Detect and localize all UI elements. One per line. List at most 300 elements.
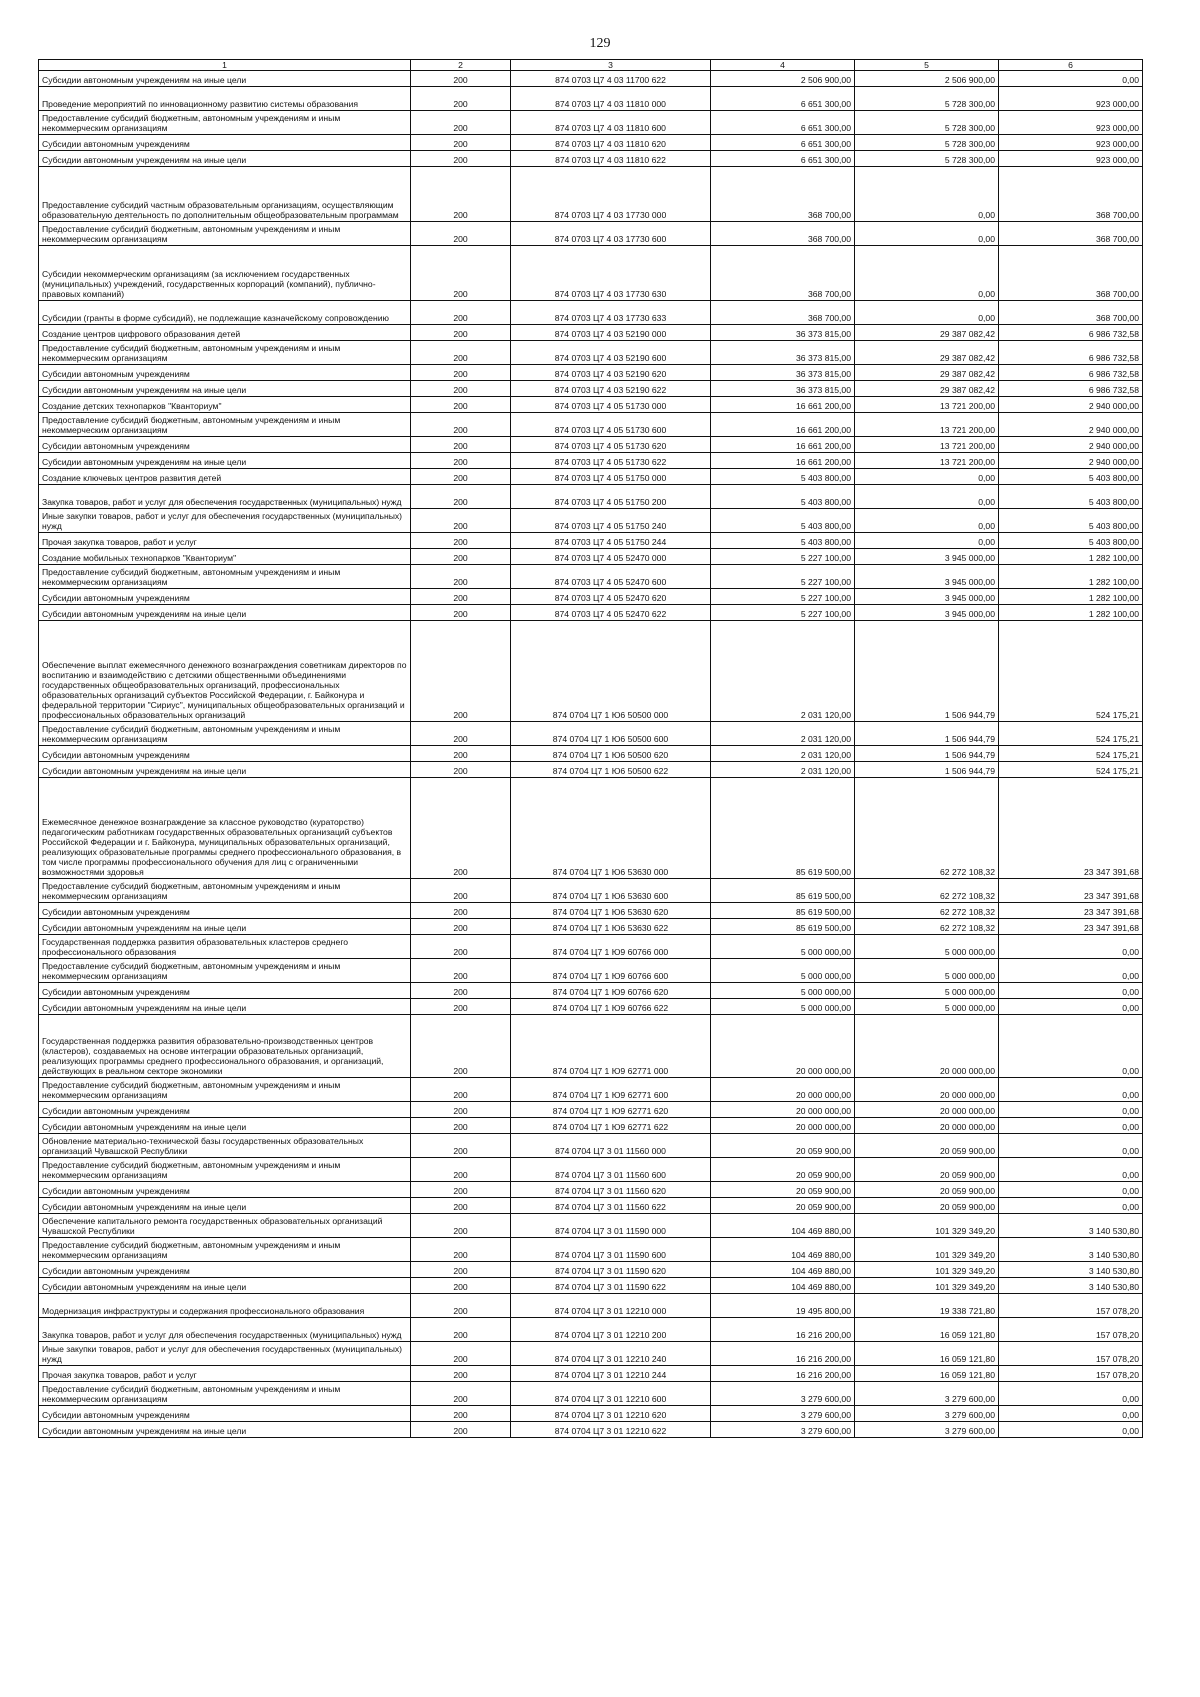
- row-col2: 200: [411, 919, 511, 935]
- row-value-col4: 16 216 200,00: [711, 1342, 855, 1366]
- row-col2: 200: [411, 1198, 511, 1214]
- row-name: Предоставление субсидий бюджетным, автономным учреждениям и иным некоммерческим организациям: [39, 111, 411, 135]
- row-name: Проведение мероприятий по инновационному развитию системы образования: [39, 87, 411, 111]
- row-value-col5: 0,00: [855, 222, 999, 246]
- row-value-col4: 20 000 000,00: [711, 1118, 855, 1134]
- table-row: [39, 959, 1143, 983]
- table-row: [39, 1262, 1143, 1278]
- row-name: Предоставление субсидий бюджетным, автономным учреждениям и иным некоммерческим организациям: [39, 1382, 411, 1406]
- table-header: [39, 60, 1143, 71]
- row-name: Предоставление субсидий бюджетным, автономным учреждениям и иным некоммерческим организациям: [39, 879, 411, 903]
- row-value-col4: 19 495 800,00: [711, 1294, 855, 1318]
- row-code: 874 0703 Ц7 4 03 17730 633: [511, 301, 711, 325]
- row-value-col5: 5 000 000,00: [855, 983, 999, 999]
- row-col2: 200: [411, 485, 511, 509]
- column-header: 6: [999, 60, 1143, 71]
- row-value-col6: 6 986 732,58: [999, 341, 1143, 365]
- row-col2: 200: [411, 1102, 511, 1118]
- table-row: [39, 1422, 1143, 1438]
- row-code: 874 0704 Ц7 3 01 12210 240: [511, 1342, 711, 1366]
- row-col2: 200: [411, 1318, 511, 1342]
- table-row: [39, 762, 1143, 778]
- row-col2: 200: [411, 762, 511, 778]
- row-name: Обновление материально-технической базы государственных образовательных организаций Чувашской Республики: [39, 1134, 411, 1158]
- row-value-col4: 20 000 000,00: [711, 1102, 855, 1118]
- row-name: Субсидии автономным учреждениям на иные цели: [39, 71, 411, 87]
- row-value-col4: 36 373 815,00: [711, 381, 855, 397]
- row-code: 874 0703 Ц7 4 05 51730 620: [511, 437, 711, 453]
- row-col2: 200: [411, 1182, 511, 1198]
- row-value-col6: 1 282 100,00: [999, 605, 1143, 621]
- table-row: [39, 365, 1143, 381]
- row-code: 874 0703 Ц7 4 05 51730 600: [511, 413, 711, 437]
- row-code: 874 0703 Ц7 4 03 11810 622: [511, 151, 711, 167]
- row-code: 874 0704 Ц7 3 01 12210 200: [511, 1318, 711, 1342]
- row-col2: 200: [411, 1278, 511, 1294]
- row-value-col6: 0,00: [999, 1406, 1143, 1422]
- row-value-col6: 23 347 391,68: [999, 903, 1143, 919]
- row-value-col5: 20 000 000,00: [855, 1118, 999, 1134]
- table-row: [39, 301, 1143, 325]
- row-code: 874 0703 Ц7 4 05 51750 244: [511, 533, 711, 549]
- row-name: Модернизация инфраструктуры и содержания профессионального образования: [39, 1294, 411, 1318]
- table-row: [39, 605, 1143, 621]
- row-value-col4: 6 651 300,00: [711, 87, 855, 111]
- row-value-col4: 5 000 000,00: [711, 983, 855, 999]
- table-row: [39, 111, 1143, 135]
- table-row: [39, 1214, 1143, 1238]
- row-value-col4: 5 000 000,00: [711, 935, 855, 959]
- table-row: [39, 1118, 1143, 1134]
- row-code: 874 0704 Ц7 1 Ю6 50500 600: [511, 722, 711, 746]
- row-col2: 200: [411, 1294, 511, 1318]
- row-code: 874 0704 Ц7 1 Ю6 50500 622: [511, 762, 711, 778]
- row-value-col6: 0,00: [999, 935, 1143, 959]
- row-col2: 200: [411, 1422, 511, 1438]
- table-row: [39, 533, 1143, 549]
- row-value-col4: 104 469 880,00: [711, 1214, 855, 1238]
- table-row: [39, 485, 1143, 509]
- table-row: [39, 151, 1143, 167]
- row-value-col5: 5 728 300,00: [855, 111, 999, 135]
- row-value-col6: 923 000,00: [999, 111, 1143, 135]
- row-value-col6: 923 000,00: [999, 151, 1143, 167]
- row-value-col6: 3 140 530,80: [999, 1278, 1143, 1294]
- row-value-col5: 20 000 000,00: [855, 1078, 999, 1102]
- row-col2: 200: [411, 722, 511, 746]
- row-value-col4: 2 031 120,00: [711, 722, 855, 746]
- row-value-col5: 13 721 200,00: [855, 453, 999, 469]
- row-code: 874 0704 Ц7 3 01 12210 622: [511, 1422, 711, 1438]
- row-value-col5: 101 329 349,20: [855, 1278, 999, 1294]
- row-value-col6: 2 940 000,00: [999, 413, 1143, 437]
- row-value-col5: 5 728 300,00: [855, 151, 999, 167]
- row-col2: 200: [411, 167, 511, 222]
- row-name: Создание центров цифрового образования детей: [39, 325, 411, 341]
- row-value-col6: 0,00: [999, 1102, 1143, 1118]
- row-name: Обеспечение выплат ежемесячного денежного вознаграждения советникам директоров по воспитанию и взаимодействию с детскими общественными объединениями государственных общеобразовательных организаций, профессиональных образовательных организаций субъектов Российской Федерации, г. Байконура и федеральной территории "Сириус", муниципальных общеобразовательных организаций и профессиональных образовательных организаций: [39, 621, 411, 722]
- row-col2: 200: [411, 1015, 511, 1078]
- row-code: 874 0703 Ц7 4 05 52470 600: [511, 565, 711, 589]
- row-code: 874 0704 Ц7 1 Ю9 60766 620: [511, 983, 711, 999]
- table-row: [39, 167, 1143, 222]
- row-name: Предоставление субсидий бюджетным, автономным учреждениям и иным некоммерческим организациям: [39, 1158, 411, 1182]
- row-col2: 200: [411, 1118, 511, 1134]
- row-value-col4: 85 619 500,00: [711, 903, 855, 919]
- table-row: [39, 722, 1143, 746]
- row-value-col4: 16 661 200,00: [711, 437, 855, 453]
- row-col2: 200: [411, 453, 511, 469]
- row-name: Субсидии некоммерческим организациям (за исключением государственных (муниципальных) учреждений, государственных корпораций (компаний), публично-правовых компаний): [39, 246, 411, 301]
- row-value-col6: 368 700,00: [999, 222, 1143, 246]
- row-name: Субсидии автономным учреждениям: [39, 135, 411, 151]
- row-value-col6: 524 175,21: [999, 762, 1143, 778]
- row-code: 874 0703 Ц7 4 05 51730 622: [511, 453, 711, 469]
- row-value-col4: 5 403 800,00: [711, 509, 855, 533]
- row-col2: 200: [411, 365, 511, 381]
- row-value-col4: 368 700,00: [711, 222, 855, 246]
- row-name: Государственная поддержка развития образовательных кластеров среднего профессионального образования: [39, 935, 411, 959]
- row-value-col6: 0,00: [999, 1182, 1143, 1198]
- row-code: 874 0704 Ц7 1 Ю6 53630 622: [511, 919, 711, 935]
- row-code: 874 0704 Ц7 3 01 11560 620: [511, 1182, 711, 1198]
- table-row: [39, 1182, 1143, 1198]
- row-code: 874 0704 Ц7 1 Ю6 50500 000: [511, 621, 711, 722]
- row-value-col4: 6 651 300,00: [711, 111, 855, 135]
- row-code: 874 0704 Ц7 1 Ю6 50500 620: [511, 746, 711, 762]
- row-col2: 200: [411, 469, 511, 485]
- table-row: [39, 1158, 1143, 1182]
- row-value-col5: 3 945 000,00: [855, 565, 999, 589]
- table-row: [39, 1294, 1143, 1318]
- row-name: Иные закупки товаров, работ и услуг для обеспечения государственных (муниципальных) нужд: [39, 509, 411, 533]
- row-name: Прочая закупка товаров, работ и услуг: [39, 1366, 411, 1382]
- row-value-col6: 524 175,21: [999, 621, 1143, 722]
- column-header: 2: [411, 60, 511, 71]
- row-name: Субсидии автономным учреждениям: [39, 589, 411, 605]
- table-row: [39, 1318, 1143, 1342]
- row-code: 874 0704 Ц7 3 01 12210 244: [511, 1366, 711, 1382]
- row-name: Субсидии автономным учреждениям на иные цели: [39, 605, 411, 621]
- row-value-col4: 368 700,00: [711, 167, 855, 222]
- row-value-col5: 3 945 000,00: [855, 549, 999, 565]
- row-name: Субсидии автономным учреждениям: [39, 903, 411, 919]
- row-code: 874 0704 Ц7 1 Ю9 60766 622: [511, 999, 711, 1015]
- row-value-col4: 3 279 600,00: [711, 1422, 855, 1438]
- row-code: 874 0704 Ц7 1 Ю9 62771 622: [511, 1118, 711, 1134]
- row-code: 874 0703 Ц7 4 05 51750 240: [511, 509, 711, 533]
- column-header: 1: [39, 60, 411, 71]
- table-row: [39, 341, 1143, 365]
- table-row: [39, 746, 1143, 762]
- row-name: Предоставление субсидий бюджетным, автономным учреждениям и иным некоммерческим организациям: [39, 565, 411, 589]
- row-code: 874 0704 Ц7 3 01 12210 620: [511, 1406, 711, 1422]
- table-row: [39, 71, 1143, 87]
- row-value-col6: 157 078,20: [999, 1366, 1143, 1382]
- row-col2: 200: [411, 437, 511, 453]
- row-value-col5: 0,00: [855, 301, 999, 325]
- row-col2: 200: [411, 1382, 511, 1406]
- table-row: [39, 1366, 1143, 1382]
- row-col2: 200: [411, 1262, 511, 1278]
- row-name: Предоставление субсидий бюджетным, автономным учреждениям и иным некоммерческим организациям: [39, 341, 411, 365]
- row-col2: 200: [411, 778, 511, 879]
- row-code: 874 0703 Ц7 4 05 51750 200: [511, 485, 711, 509]
- row-value-col6: 23 347 391,68: [999, 778, 1143, 879]
- row-value-col4: 36 373 815,00: [711, 341, 855, 365]
- row-value-col5: 29 387 082,42: [855, 325, 999, 341]
- row-name: Субсидии автономным учреждениям: [39, 746, 411, 762]
- row-value-col5: 16 059 121,80: [855, 1366, 999, 1382]
- row-name: Субсидии автономным учреждениям на иные цели: [39, 762, 411, 778]
- row-name: Субсидии автономным учреждениям: [39, 1406, 411, 1422]
- row-value-col5: 16 059 121,80: [855, 1318, 999, 1342]
- row-value-col5: 13 721 200,00: [855, 437, 999, 453]
- row-value-col6: 157 078,20: [999, 1318, 1143, 1342]
- row-code: 874 0703 Ц7 4 05 51730 000: [511, 397, 711, 413]
- row-value-col6: 157 078,20: [999, 1342, 1143, 1366]
- row-code: 874 0704 Ц7 3 01 11560 622: [511, 1198, 711, 1214]
- row-col2: 200: [411, 879, 511, 903]
- row-value-col5: 0,00: [855, 469, 999, 485]
- row-col2: 200: [411, 999, 511, 1015]
- row-value-col6: 0,00: [999, 71, 1143, 87]
- row-code: 874 0704 Ц7 1 Ю9 60766 000: [511, 935, 711, 959]
- row-name: Субсидии автономным учреждениям на иные цели: [39, 381, 411, 397]
- row-value-col6: 23 347 391,68: [999, 919, 1143, 935]
- row-value-col4: 5 403 800,00: [711, 469, 855, 485]
- row-value-col4: 20 059 900,00: [711, 1158, 855, 1182]
- row-col2: 200: [411, 1366, 511, 1382]
- row-code: 874 0704 Ц7 3 01 11590 600: [511, 1238, 711, 1262]
- column-header: 4: [711, 60, 855, 71]
- row-value-col4: 20 059 900,00: [711, 1198, 855, 1214]
- row-value-col4: 6 651 300,00: [711, 135, 855, 151]
- row-value-col6: 0,00: [999, 959, 1143, 983]
- row-value-col5: 0,00: [855, 485, 999, 509]
- row-value-col6: 6 986 732,58: [999, 381, 1143, 397]
- row-value-col6: 6 986 732,58: [999, 365, 1143, 381]
- row-name: Субсидии автономным учреждениям: [39, 1262, 411, 1278]
- row-name: Предоставление субсидий бюджетным, автономным учреждениям и иным некоммерческим организациям: [39, 1078, 411, 1102]
- table-row: [39, 135, 1143, 151]
- row-value-col4: 2 506 900,00: [711, 71, 855, 87]
- row-code: 874 0703 Ц7 4 03 52190 622: [511, 381, 711, 397]
- row-value-col5: 62 272 108,32: [855, 778, 999, 879]
- table-row: [39, 1078, 1143, 1102]
- row-code: 874 0704 Ц7 3 01 11560 600: [511, 1158, 711, 1182]
- row-col2: 200: [411, 397, 511, 413]
- row-col2: 200: [411, 983, 511, 999]
- row-name: Субсидии автономным учреждениям: [39, 1182, 411, 1198]
- row-code: 874 0703 Ц7 4 03 52190 600: [511, 341, 711, 365]
- row-col2: 200: [411, 381, 511, 397]
- row-value-col6: 524 175,21: [999, 746, 1143, 762]
- row-value-col6: 1 282 100,00: [999, 565, 1143, 589]
- row-value-col5: 101 329 349,20: [855, 1214, 999, 1238]
- table-row: [39, 621, 1143, 722]
- row-col2: 200: [411, 1078, 511, 1102]
- row-value-col6: 3 140 530,80: [999, 1238, 1143, 1262]
- row-value-col4: 6 651 300,00: [711, 151, 855, 167]
- row-value-col6: 0,00: [999, 1118, 1143, 1134]
- row-name: Субсидии автономным учреждениям на иные цели: [39, 919, 411, 935]
- row-code: 874 0703 Ц7 4 03 17730 600: [511, 222, 711, 246]
- row-code: 874 0704 Ц7 1 Ю9 62771 600: [511, 1078, 711, 1102]
- row-value-col4: 104 469 880,00: [711, 1278, 855, 1294]
- row-value-col6: 0,00: [999, 983, 1143, 999]
- row-name: Создание ключевых центров развития детей: [39, 469, 411, 485]
- row-value-col5: 20 000 000,00: [855, 1015, 999, 1078]
- row-code: 874 0704 Ц7 3 01 11590 000: [511, 1214, 711, 1238]
- row-name: Закупка товаров, работ и услуг для обеспечения государственных (муниципальных) нужд: [39, 485, 411, 509]
- table-row: [39, 1198, 1143, 1214]
- row-value-col4: 104 469 880,00: [711, 1238, 855, 1262]
- row-value-col4: 3 279 600,00: [711, 1406, 855, 1422]
- row-value-col6: 923 000,00: [999, 87, 1143, 111]
- row-value-col6: 923 000,00: [999, 135, 1143, 151]
- row-name: Субсидии автономным учреждениям: [39, 437, 411, 453]
- table-row: [39, 1134, 1143, 1158]
- row-code: 874 0703 Ц7 4 03 11700 622: [511, 71, 711, 87]
- row-name: Предоставление субсидий бюджетным, автономным учреждениям и иным некоммерческим организациям: [39, 722, 411, 746]
- table-row: [39, 903, 1143, 919]
- row-value-col5: 1 506 944,79: [855, 722, 999, 746]
- row-code: 874 0704 Ц7 1 Ю6 53630 620: [511, 903, 711, 919]
- row-col2: 200: [411, 621, 511, 722]
- table-row: [39, 1406, 1143, 1422]
- row-value-col6: 5 403 800,00: [999, 509, 1143, 533]
- row-value-col6: 1 282 100,00: [999, 549, 1143, 565]
- row-value-col5: 19 338 721,80: [855, 1294, 999, 1318]
- row-col2: 200: [411, 325, 511, 341]
- row-name: Субсидии автономным учреждениям: [39, 1102, 411, 1118]
- row-col2: 200: [411, 135, 511, 151]
- row-code: 874 0703 Ц7 4 03 52190 620: [511, 365, 711, 381]
- row-value-col6: 0,00: [999, 1198, 1143, 1214]
- table-row: [39, 325, 1143, 341]
- row-name: Создание детских технопарков "Кванториум": [39, 397, 411, 413]
- row-value-col5: 0,00: [855, 246, 999, 301]
- row-value-col6: 0,00: [999, 1015, 1143, 1078]
- table-row: [39, 469, 1143, 485]
- row-value-col6: 524 175,21: [999, 722, 1143, 746]
- row-value-col6: 0,00: [999, 1078, 1143, 1102]
- row-value-col6: 5 403 800,00: [999, 469, 1143, 485]
- table-row: [39, 1238, 1143, 1262]
- row-code: 874 0703 Ц7 4 03 11810 000: [511, 87, 711, 111]
- row-col2: 200: [411, 565, 511, 589]
- row-value-col4: 5 403 800,00: [711, 533, 855, 549]
- row-value-col5: 20 059 900,00: [855, 1198, 999, 1214]
- row-value-col5: 3 945 000,00: [855, 605, 999, 621]
- row-name: Предоставление субсидий бюджетным, автономным учреждениям и иным некоммерческим организациям: [39, 959, 411, 983]
- row-code: 874 0703 Ц7 4 05 51750 000: [511, 469, 711, 485]
- row-name: Создание мобильных технопарков "Кванториум": [39, 549, 411, 565]
- table-row: [39, 879, 1143, 903]
- row-col2: 200: [411, 1238, 511, 1262]
- row-value-col4: 5 227 100,00: [711, 589, 855, 605]
- row-col2: 200: [411, 111, 511, 135]
- row-code: 874 0703 Ц7 4 03 11810 620: [511, 135, 711, 151]
- row-value-col6: 2 940 000,00: [999, 437, 1143, 453]
- row-name: Закупка товаров, работ и услуг для обеспечения государственных (муниципальных) нужд: [39, 1318, 411, 1342]
- row-code: 874 0704 Ц7 3 01 11590 622: [511, 1278, 711, 1294]
- table-row: [39, 1102, 1143, 1118]
- row-name: Государственная поддержка развития образовательно-производственных центров (кластеров), создаваемых на основе интеграции образовательных организаций, реализующих программы среднего профессионального образования, и организаций, действующих в реальном секторе экономики: [39, 1015, 411, 1078]
- row-value-col4: 5 227 100,00: [711, 605, 855, 621]
- table-row: [39, 549, 1143, 565]
- row-value-col4: 85 619 500,00: [711, 879, 855, 903]
- table-row: [39, 246, 1143, 301]
- row-code: 874 0704 Ц7 1 Ю9 60766 600: [511, 959, 711, 983]
- row-col2: 200: [411, 301, 511, 325]
- row-value-col5: 0,00: [855, 533, 999, 549]
- table-row: [39, 453, 1143, 469]
- table-row: [39, 437, 1143, 453]
- row-value-col4: 16 661 200,00: [711, 453, 855, 469]
- row-name: Субсидии автономным учреждениям на иные цели: [39, 1278, 411, 1294]
- row-value-col6: 368 700,00: [999, 167, 1143, 222]
- row-value-col4: 85 619 500,00: [711, 778, 855, 879]
- row-code: 874 0703 Ц7 4 05 52470 000: [511, 549, 711, 565]
- table-body: [39, 71, 1143, 1438]
- row-value-col5: 3 279 600,00: [855, 1382, 999, 1406]
- table-row: [39, 565, 1143, 589]
- page-number: 129: [589, 36, 611, 51]
- row-value-col6: 2 940 000,00: [999, 397, 1143, 413]
- row-value-col4: 16 661 200,00: [711, 413, 855, 437]
- row-value-col4: 36 373 815,00: [711, 365, 855, 381]
- row-value-col6: 3 140 530,80: [999, 1262, 1143, 1278]
- row-col2: 200: [411, 1406, 511, 1422]
- row-col2: 200: [411, 341, 511, 365]
- row-value-col6: 1 282 100,00: [999, 589, 1143, 605]
- row-name: Иные закупки товаров, работ и услуг для обеспечения государственных (муниципальных) нужд: [39, 1342, 411, 1366]
- row-value-col4: 20 000 000,00: [711, 1015, 855, 1078]
- table-row: [39, 983, 1143, 999]
- row-value-col5: 5 728 300,00: [855, 135, 999, 151]
- row-col2: 200: [411, 746, 511, 762]
- row-value-col5: 5 000 000,00: [855, 959, 999, 983]
- column-header: 3: [511, 60, 711, 71]
- row-name: Субсидии автономным учреждениям на иные цели: [39, 1118, 411, 1134]
- row-value-col4: 368 700,00: [711, 246, 855, 301]
- row-col2: 200: [411, 151, 511, 167]
- row-col2: 200: [411, 87, 511, 111]
- row-value-col5: 29 387 082,42: [855, 365, 999, 381]
- table-row: [39, 919, 1143, 935]
- row-value-col5: 62 272 108,32: [855, 903, 999, 919]
- row-value-col5: 13 721 200,00: [855, 413, 999, 437]
- row-col2: 200: [411, 533, 511, 549]
- table-row: [39, 413, 1143, 437]
- row-name: Субсидии автономным учреждениям на иные цели: [39, 1198, 411, 1214]
- row-code: 874 0703 Ц7 4 03 52190 000: [511, 325, 711, 341]
- row-value-col6: 0,00: [999, 1134, 1143, 1158]
- budget-table: [38, 59, 1143, 1438]
- row-name: Предоставление субсидий бюджетным, автономным учреждениям и иным некоммерческим организациям: [39, 222, 411, 246]
- row-value-col4: 5 403 800,00: [711, 485, 855, 509]
- table-row: [39, 778, 1143, 879]
- row-col2: 200: [411, 222, 511, 246]
- row-value-col6: 0,00: [999, 999, 1143, 1015]
- row-value-col4: 20 059 900,00: [711, 1134, 855, 1158]
- row-code: 874 0703 Ц7 4 03 11810 600: [511, 111, 711, 135]
- row-code: 874 0703 Ц7 4 03 17730 000: [511, 167, 711, 222]
- row-col2: 200: [411, 1134, 511, 1158]
- row-value-col6: 0,00: [999, 1382, 1143, 1406]
